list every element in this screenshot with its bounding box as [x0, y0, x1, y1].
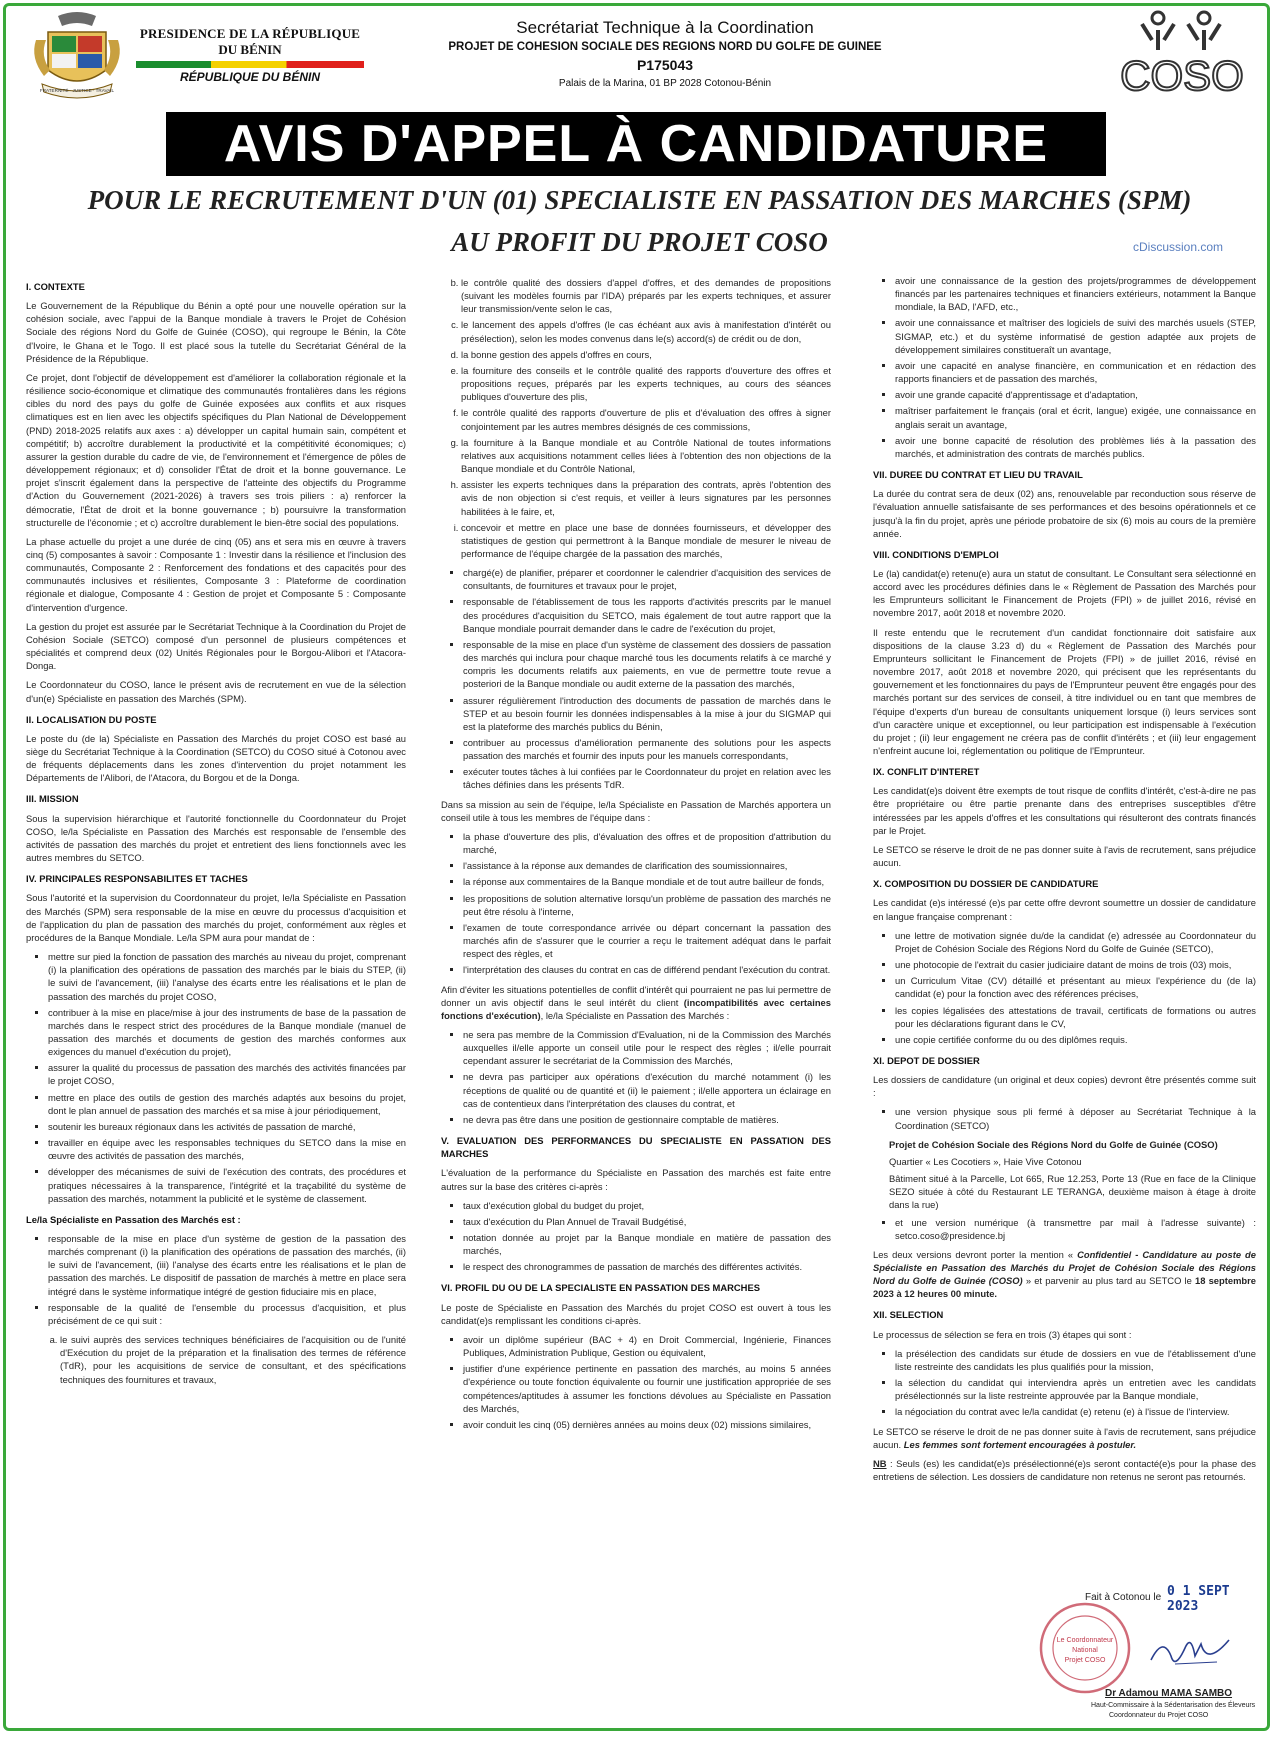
list-item: ▪ l'examen de toute correspondance arrivée ou départ concernant la passation des marchés afin de s'assurer que le courrier a reçu le traitement adéquat dans le parfait respect des règles, et — [463, 921, 831, 960]
bullet-list — [441, 566, 831, 792]
paragraph: Le (la) candidat(e) retenu(e) aura un statut de consultant. Le Consultant sera sélectionné en accord avec les procédures définies dans le « Règlement de Passation des Marchés pour les Emprunteurs sollicitant le Financement de Projets (FPI) » de juillet 2016, révisé en novembre 2017, août 2018 et novembre 2020. — [873, 567, 1256, 619]
section-heading-responsabilites: IV. PRINCIPALES RESPONSABILITES ET TACHES — [26, 873, 248, 885]
column-1 — [26, 272, 406, 1392]
bullet-list — [873, 274, 1256, 460]
logo-text: COSO — [1120, 52, 1244, 98]
paragraph: Les candidat(e)s doivent être exempts de tout risque de conflits d'intérêt, c'est-à-dire ne pas être propriétaire ou être partie prenante dans des entreprises susceptibles d'être intéressées par les appels d'offres et les consultations qui résulteront des contrats financés par le Projet. — [873, 785, 1256, 836]
list-item: ▪ responsable de la qualité de l'ensemble du processus d'acquisition, et plus précisément de ce qui suit : — [48, 1301, 406, 1327]
main-banner-title: AVIS D'APPEL À CANDIDATURE — [166, 112, 1106, 176]
paragraph: La durée du contrat sera de deux (02) ans, renouvelable par reconduction sous réserve de l'évaluation annuelle satisfaisante de ses performances et des besoins opérationnels et ce jusqu'à la fin du projet, après une période probatoire de six (6) mois au cours de la première année. — [873, 488, 1256, 539]
coso-logo-icon — [1112, 6, 1252, 98]
bullet-list — [26, 950, 406, 1205]
text-run: » et parvenir au plus tard au SETCO le — [1022, 1275, 1195, 1287]
list-item: ▪ mettre sur pied la fonction de passation des marchés au niveau du projet, comprenant (i) la planification des opérations de passation des marchés par le biais du STEP, (ii) le suivi de l'avancement, (iii) l'analyse des écarts entre les réalisations et le plan de passation des marchés du projet COSO, — [48, 950, 406, 1003]
paragraph: Le Coordonnateur du COSO, lance le présent avis de recrutement en vue de la sélection d'un(e) Spécialiste en passation des Marchés (SPM). — [26, 679, 406, 704]
signatory-role: Haut-Commissaire à la Sédentarisation des Éleveurs — [1091, 1702, 1256, 1709]
section-heading-conflit: IX. CONFLIT D'INTERET — [873, 766, 980, 778]
paragraph — [873, 1248, 1256, 1301]
paragraph: Sous la supervision hiérarchique et l'autorité fonctionnelle du Coordonnateur du Projet COSO, le/la Spécialiste en Passation des Marchés est responsable de l'ensemble des activités de passation des marchés du projet et entretient des liens fonctionnels avec les autres membres du SETCO. — [26, 812, 406, 864]
list-item: ▪ assurer régulièrement l'introduction des documents de passation de marchés dans le STEP et au besoin fournir les données indispensables à la mise à jour du SIGMAP qui est la plateforme des marchés publics du Bénin, — [463, 694, 831, 733]
bullet-list — [441, 1199, 831, 1274]
list-item: ▪ le respect des chronogrammes de passation de marchés des différentes activités. — [463, 1260, 831, 1273]
list-item: ▪ assurer la qualité du processus de passation des marchés des activités financées par le projet COSO, — [48, 1061, 406, 1087]
column-2 — [441, 276, 831, 1437]
paragraph: Ce projet, dont l'objectif de développement est d'améliorer la collaboration régionale et la résilience socio-économique et climatique des communautés frontalières dans les régions cibles du nord des pays du golfe de Guinée exposées aux conflits et aux risques climatiques est en lien avec les objectifs spécifiques du Plan National de Développement (PND) 2018-2025 relatifs aux axes : a) développer un capital humain sain, compétent et compétitif; b) accroître durablement la productivité et la compétitivité économiques; c) assurer la gestion durable du cadre de vie, de l'environnement et l'émergence de pôles de développement régionaux; et d) consolider l'État de droit et la bonne gouvernance. Le projet s'inscrit également dans la perspective de l'atteinte des objectifs du Programme d'Action du Gouvernement (2021-2026) à travers ses trois piliers : a) renforcer la démocratie, l'État de droit et la bonne gouvernance ; b) poursuivre la transformation structurelle de l'économie ; et c) accroître durablement le bien-être social des populations. — [26, 371, 406, 528]
paragraph: Le poste du (de la) Spécialiste en Passation des Marchés du projet COSO est basé au siège du Secrétariat Technique à la Coordination (SETCO) du COSO situé à Cotonou avec de fréquents déplacements dans les zones d'intervention du projet notamment les Départements de l'Alibori, de l'Atacora, du Borgou et de la Donga. — [26, 732, 406, 784]
list-item: ▪ taux d'exécution du Plan Annuel de Travail Budgétisé, — [463, 1215, 831, 1228]
text-run: , le/la Spécialiste en Passation des Marchés : — [540, 1009, 730, 1021]
section-heading-profil: VI. PROFIL DU OU DE LA SPECIALISTE EN PASSATION DES MARCHES — [441, 1282, 760, 1294]
paragraph: Le poste de Spécialiste en Passation des Marchés du projet COSO est ouvert à tous les candidat(e)s remplissant les conditions ci-après. — [441, 1301, 831, 1326]
text-run: Les deux versions devront porter la mention « — [873, 1248, 1078, 1260]
bullet-list — [441, 830, 831, 977]
list-item: ▪ soutenir les bureaux régionaux dans les activités de passation de marché, — [48, 1120, 406, 1133]
list-item: ▪ ne devra pas participer aux opérations d'exécution du marché notamment (i) les réceptions de qualité ou de quantité et (ii) le paiement ; il/elle apportera un éclairage en cas de contentieux dans l'interprétation des clauses du contrat, et — [463, 1070, 831, 1109]
list-item: ▪ une version physique sous pli fermé à déposer au Secrétariat Technique à la Coordination (SETCO) — [895, 1105, 1256, 1131]
paragraph: Il reste entendu que le recrutement d'un candidat fonctionnaire doit satisfaire aux dispositions de la clause 3.23 d) du « Règlement de Passation des Marchés pour Emprunteurs sollicitant le Financement de Projets (FPI) » de juillet 2016, révisé en novembre 2017, août 2018 et novembre 2020, qui précisent que les représentants du gouvernement et les fonctionnaires du pays de l'Emprunteur peuvent être engagés pour des marchés portant sur des services de conseil, à titre individuel ou en tant que membres de l'équipe d'experts d'un bureau de consultants uniquement lorsque (i) leurs services sont d'un caractère unique et exceptionnel, ou leur participation est indispensable à l'exécution du projet ; (ii) leur engagement ne créera pas de conflit d'intérêts ; et (iii) leur engagement n'enfreint aucune loi, réglementation ou politique de l'Emprunteur. — [873, 626, 1256, 756]
list-item: ▪ une photocopie de l'extrait du casier judiciaire datant de moins de trois (03) mois, — [895, 958, 1256, 971]
paragraph: Le processus de sélection se fera en trois (3) étapes qui sont : — [873, 1328, 1132, 1340]
list-item: ▪ avoir une bonne capacité de résolution des problèmes liés à la passation des marchés, et administration des contrats de marchés publics. — [895, 434, 1256, 460]
list-item: ▪ travailler en équipe avec les responsables techniques du SETCO dans la mise en œuvre des activités de passation des marchés, — [48, 1136, 406, 1162]
list-item: ▪ ne sera pas membre de la Commission d'Evaluation, ni de la Commission des Marchés auxquelles il/elle apporte un conseil utile pour le respect des règles ; il/elle pourrait cependant assurer le secrétariat de la Commission des Marchés, — [463, 1028, 831, 1067]
list-item: ▪ et une version numérique (à transmettre par mail à l'adresse suivante) : setco.coso@presidence.bj — [895, 1216, 1256, 1242]
handwritten-signature — [1145, 1626, 1235, 1676]
nb-label: NB — [873, 1457, 887, 1469]
list-item: ▪ les propositions de solution alternative lorsqu'un problème de passation des marchés ne peut être résolu à l'interne, — [463, 892, 831, 918]
list-item: b. le contrôle qualité des dossiers d'appel d'offres, et des demandes de propositions (suivant les modèles fournis par l'IDA) préparés par les experts techniques, et assurer leur transmission/vente selon le cas, — [461, 276, 831, 315]
bullet-list — [873, 1347, 1256, 1419]
list-item: ▪ contribuer au processus d'amélioration permanente des solutions pour les aspects passation des marchés et fournir des inputs pour les manuels correspondants, — [463, 736, 831, 762]
section-heading-conditions: VIII. CONDITIONS D'EMPLOI — [873, 548, 999, 560]
bullet-list — [441, 1028, 831, 1126]
signatory-role: Coordonnateur du Projet COSO — [1109, 1712, 1209, 1719]
section-heading-mission: III. MISSION — [26, 793, 79, 805]
paragraph: Dans sa mission au sein de l'équipe, le/la Spécialiste en Passation de Marchés apportera un conseil utile à tous les membres de l'équipe dans : — [441, 798, 831, 823]
coat-motto: FRATERNITÉ · JUSTICE · TRAVAIL — [39, 88, 115, 93]
list-item: ▪ avoir une connaissance et maîtriser des logiciels de suivi des marchés usuels (STEP, SIGMAP, etc.) et du système informatisé de gestion adaptée aux projets de développement similaires constitueraît un avantage, — [895, 316, 1256, 355]
list-item: ▪ ne devra pas être dans une position de gestionnaire comptable de matières. — [463, 1113, 831, 1126]
list-item: ▪ un Curriculum Vitae (CV) détaillé et présentant au mieux l'expérience du (de la) candidat (e) pour la fonction avec des références précises, — [895, 974, 1256, 1000]
text-run-bold: Les femmes sont fortement encouragées à postuler. — [903, 1438, 1137, 1450]
signature-date: 0 1 SEPT 2023 — [1167, 1584, 1230, 1614]
section-heading-selection: XII. SELECTION — [873, 1309, 944, 1321]
header — [0, 0, 1279, 112]
coat-of-arms-icon — [28, 10, 126, 102]
bullet-list — [873, 1216, 1256, 1242]
list-item: ▪ taux d'exécution global du budget du projet, — [463, 1199, 831, 1212]
list-item: ▪ une lettre de motivation signée du/de la candidat (e) adressée au Coordonnateur du Projet de Cohésion Sociale des Régions Nord du Golfe de Guinée (SETCO), — [895, 929, 1256, 955]
stamp-line3: Projet COSO — [1064, 1657, 1106, 1664]
deadline-date: 18 septembre 2023 à 12 heures 00 minute. — [873, 1275, 1257, 1300]
section-heading-composition: X. COMPOSITION DU DOSSIER DE CANDIDATURE — [873, 878, 1099, 890]
list-item: ▪ la présélection des candidats sur étude de dossiers en vue de l'établissement d'une liste restreinte des candidats les plus qualifiés pour la mission, — [895, 1347, 1256, 1373]
stamp-line2: National — [1072, 1647, 1098, 1654]
flag-bar — [136, 61, 364, 68]
paragraph — [873, 1425, 1256, 1451]
presidence-line2: DU BÉNIN — [218, 42, 282, 57]
paragraph: Le SETCO se réserve le droit de ne pas donner suite à l'avis de recrutement, sans préjudice aucun. — [873, 843, 1256, 869]
address-line: Bâtiment situé à la Parcelle, Lot 665, Rue 12.253, Porte 13 (Rue en face de la Clinique SEZO située à côté du Restaurant LE TERANGA, deuxième maison à étage à droite dans la rue) — [889, 1173, 1256, 1211]
subtitle-line1: POUR LE RECRUTEMENT D'UN (01) SPECIALISTE EN PASSATION DES MARCHES (SPM) — [87, 185, 1192, 215]
nb-paragraph — [873, 1457, 1256, 1483]
presidence-block — [136, 26, 364, 84]
watermark: cDiscussion.com — [1133, 240, 1224, 254]
project-header — [405, 18, 925, 89]
list-item: ▪ développer des mécanismes de suivi de l'exécution des contrats, des procédures et pratiques nécessaires à la transparence, l'intégrité et la traçabilité du système de passation des marchés, notamment la publicité et le système de classement. — [48, 1165, 406, 1204]
bullet-list — [26, 1232, 406, 1327]
presidence-line1: PRESIDENCE DE LA RÉPUBLIQUE — [139, 26, 361, 41]
list-item: ▪ avoir une connaissance de la gestion des projets/programmes de développement financés par les partenaires techniques et financiers extérieurs, notamment la Banque mondiale, la BAD, l'AFD, etc., — [895, 274, 1256, 313]
signature-block — [1035, 1578, 1260, 1728]
bullet-list — [873, 929, 1256, 1046]
paragraph — [441, 983, 831, 1022]
section-heading-localisation: II. LOCALISATION DU POSTE — [26, 713, 157, 725]
list-item: ▪ avoir conduit les cinq (05) dernières années au moins deux (02) missions similaires, — [463, 1418, 831, 1431]
official-stamp-icon — [1037, 1600, 1133, 1696]
project-address: Palais de la Marina, 01 BP 2028 Cotonou-Bénin — [558, 78, 772, 89]
list-item: ▪ la sélection du candidat qui interviendra après un entretien avec les candidats présélectionnés sur la liste restreinte approuvée par la Banque mondiale, — [895, 1376, 1256, 1402]
section-heading-duree: VII. DUREE DU CONTRAT ET LIEU DU TRAVAIL — [873, 469, 1083, 481]
section-heading-contexte: I. CONTEXTE — [26, 281, 85, 292]
subsection-heading: Le/la Spécialiste en Passation des Marchés est : — [26, 1213, 241, 1225]
list-item: ▪ contribuer à la mise en place/mise à jour des instruments de base de la passation de marchés dans le respect strict des procédures de la Banque mondiale (manuel de passation des marchés et documents de gestion des marchés conformes aux exigences du manuel d'exécution du projet), — [48, 1006, 406, 1059]
list-item: ▪ avoir une grande capacité d'apprentissage et d'adaptation, — [895, 388, 1256, 401]
paragraph: Sous l'autorité et la supervision du Coordonnateur du projet, le/la Spécialiste en Passation des Marchés (SPM) sera responsable de la mise en œuvre du processus d'acquisition et de l'application du plan de passation des marchés du projet, conformément aux règles et procédures de la Banque Mondiale. Le/la SPM aura pour mandat de : — [26, 892, 406, 943]
list-item: ▪ exécuter toutes tâches à lui confiées par le Coordonnateur du projet en relation avec les tâches définies dans les présents TdR. — [463, 765, 831, 791]
bullet-list — [873, 1105, 1256, 1131]
list-item: i. concevoir et mettre en place une base de données fournisseurs, et développer des statistiques de gestion qui permettront à la Banque mondiale de mesurer le niveau de performance de l'équipe chargée de la passation des marchés, — [461, 521, 831, 560]
list-item: ▪ justifier d'une expérience pertinente en passation des marchés, au moins 5 années d'expérience ou toute fonction équivalente ou fournir une justification appropriée de ses compétences/aptitudes à assumer les fonctions dévolues au Spécialiste en Passation des Marchés, — [463, 1362, 831, 1415]
address-line: Projet de Cohésion Sociale des Régions Nord du Golfe de Guinée (COSO) — [889, 1138, 1218, 1150]
list-item: ▪ l'assistance à la réponse aux demandes de clarification des soumissionnaires, — [463, 859, 831, 872]
bullet-list — [441, 1333, 831, 1431]
list-item: a. le suivi auprès des services techniques bénéficiaires de l'acquisition ou de l'unité d'Exécution du projet de la préparation et la finalisation des termes de référence (TdR), pour les acquisitions de service de consultant, et des spécifications techniques des fournitures et travaux, — [60, 1333, 406, 1386]
list-item: c. le lancement des appels d'offres (le cas échéant aux avis à manifestation d'intérêt ou présélection), selon les modes convenus dans le(s) accord(s) de crédit ou de don, — [461, 318, 831, 344]
list-item: ▪ chargé(e) de planifier, préparer et coordonner le calendrier d'acquisition des services de consultants, de fournitures et travaux pour le projet, — [463, 566, 831, 592]
project-code: P175043 — [636, 57, 694, 73]
list-item: h. assister les experts techniques dans la préparation des contrats, après l'obtention des avis de non objection si c'est requis, et veiller à leurs signatures par les personnes habilitées à le faire, et, — [461, 478, 831, 517]
nb-text: : Seuls (es) les candidat(e)s présélectionné(e)s seront contacté(e)s pour la phase des entretiens de sélection. Les dossiers de candidature non retenus ne seront pas retournés. — [873, 1457, 1256, 1483]
list-item: ▪ maîtriser parfaitement le français (oral et écrit, langue) exigée, une connaissance en anglais serait un avantage, — [895, 404, 1256, 430]
list-item: ▪ la réponse aux commentaires de la Banque mondiale et de tout autre bailleur de fonds, — [463, 875, 831, 888]
list-item: ▪ avoir une capacité en analyse financière, en communication et en rédaction des rapports financiers et de passation des marchés, — [895, 359, 1256, 385]
list-item: f. le contrôle qualité des rapports d'ouverture de plis et d'évaluation des offres à signer conjointement par les autres membres désignés de ces commissions, — [461, 406, 831, 432]
list-item: ▪ la négociation du contrat avec le/la candidat (e) retenu (e) à l'issue de l'interview. — [895, 1405, 1256, 1418]
list-item: g. la fourniture à la Banque mondiale et au Contrôle National de toutes informations relatives aux acquisitions notamment celles liées à l'obtention des non objections de la Banque mondiale et du Contrôle National, — [461, 436, 831, 475]
list-item: ▪ notation donnée au projet par la Banque mondiale en matière de passation des marchés, — [463, 1231, 831, 1257]
alpha-list — [441, 276, 831, 560]
list-item: ▪ responsable de l'établissement de tous les rapports d'activités prescrits par le manuel des procédures d'acquisition du SETCO, mais également de tout autre rapport que la Banque mondiale pourrait demander dans le cadre de l'exécution du projet, — [463, 595, 831, 634]
list-item: ▪ mettre en place des outils de gestion des marchés adaptés aux besoins du projet, dont le plan annuel de passation des marchés et sa mise à jour périodiquement, — [48, 1091, 406, 1117]
paragraph: La gestion du projet est assurée par le Secrétariat Technique à la Coordination du Projet de Cohésion Sociale (SETCO) composé d'un personnel de plusieurs compétences et spécialités et comprend deux (02) Unités Régionales pour le Borgou-Alibori et l'Atacora-Donga. — [26, 620, 406, 672]
alpha-list — [26, 1333, 406, 1386]
signatory-name: Dr Adamou MAMA SAMBO — [1105, 1688, 1233, 1699]
subtitle-line2: AU PROFIT DU PROJET COSO — [451, 227, 828, 257]
list-item: d. la bonne gestion des appels d'offres en cours, — [461, 348, 831, 361]
paragraph: L'évaluation de la performance du Spécialiste en Passation des marchés est faite entre autres sur la base des critères ci-après : — [441, 1167, 831, 1192]
list-item: ▪ l'interprétation des clauses du contrat en cas de différend pendant l'exécution du contrat. — [463, 963, 831, 976]
paragraph: La phase actuelle du projet a une durée de cinq (05) ans et sera mis en œuvre à travers cinq (5) composantes à savoir : Composante 1 : Investir dans la résilience et l'inclusion des communautés, Composante 2 : Renforcement des fondations et des capacités pour des communautés inclusives et résilientes, Composante 3 : Plateforme de coordination régionale et dialogue, Composante 4 : Gestion de projet et Composante 5 : Composante d'intervention d'urgence. — [26, 535, 406, 613]
text-run: Afin d'éviter les situations potentielles de conflit d'intérêt qui pourraient ne pas lui permettre de donner un avis objectif dans le seul intérêt du client — [441, 983, 831, 1008]
list-item: ▪ avoir un diplôme supérieur (BAC + 4) en Droit Commercial, Ingénierie, Finances Publiques, Administration Publique, Gestion ou équivalent, — [463, 1333, 831, 1359]
column-3 — [873, 274, 1256, 1489]
text-run-bold: (incompatibilités avec certaines fonctions d'exécution) — [441, 996, 831, 1021]
text-run: Le SETCO se réserve le droit de ne pas donner suite à l'avis de recrutement, sans préjudice aucun. — [873, 1425, 1256, 1450]
paragraph: Les dossiers de candidature (un original et deux copies) devront être présentés comme suit : — [873, 1074, 1256, 1099]
address-line: Quartier « Les Cocotiers », Haie Vive Cotonou — [889, 1155, 1082, 1167]
list-item: ▪ une copie certifiée conforme du ou des diplômes requis. — [895, 1033, 1256, 1046]
list-item: e. la fourniture des conseils et le contrôle qualité des rapports d'ouverture des offres et propositions reçues, préparés par les experts techniques, au cours des séances publiques d'ouverture des plis, — [461, 364, 831, 403]
stamp-line1: Le Coordonnateur — [1056, 1637, 1114, 1644]
section-heading-depot: XI. DEPOT DE DOSSIER — [873, 1054, 980, 1066]
section-heading-evaluation: V. EVALUATION DES PERFORMANCES DU SPECIALISTE EN PASSATION DES MARCHES — [441, 1135, 831, 1160]
list-item: ▪ responsable de la mise en place d'un système de classement des dossiers de passation des marchés qui inclura pour chaque marché tous les documents relatifs à ce marché y compris les documents relatifs aux paiements, en vue de permettre toute revue a posteriori de la Banque mondiale ou audit externe de la passation des marchés, — [463, 638, 831, 691]
secretariat-title: Secrétariat Technique à la Coordination — [516, 18, 814, 37]
signature-place: Fait à Cotonou le — [1085, 1592, 1162, 1603]
project-name: PROJET DE COHESION SOCIALE DES REGIONS NORD DU GOLFE DE GUINEE — [448, 41, 882, 53]
text-run-bold: Confidentiel - Candidature au poste de Spécialiste en Passation des Marchés du Projet de Cohésion Sociale des Régions Nord du Golfe de Guinée (COSO) — [873, 1248, 1256, 1287]
paragraph: Le Gouvernement de la République du Bénin a opté pour une nouvelle opération sur la cohésion sociale, avec l'appui de la Banque mondiale à travers le Projet de Cohésion Sociale des régions Nord du Golfe de Guinée (COSO), qui regroupe le Bénin, la Côte d'Ivoire, le Ghana et le Togo. Il est placé sous la tutelle du Secrétariat Général de la Présidence de la République. — [26, 300, 406, 364]
list-item: ▪ les copies légalisées des attestations de travail, certificats de formations ou autres pour les déclarations figurant dans le CV, — [895, 1004, 1256, 1030]
list-item: ▪ la phase d'ouverture des plis, d'évaluation des offres et de proposition d'attribution du marché, — [463, 830, 831, 856]
list-item: ▪ responsable de la mise en place d'un système de gestion de la passation des marchés comprenant (i) la planification des opérations de passation des marchés, (ii) le suivi de l'avancement, (iii) l'analyse des écarts entre les réalisations et le plan de passation des marchés. Le dispositif de passation de marchés à mettre en place sera intégré dans le système informatique intégré de gestion fiduciaire mis en place, — [48, 1232, 406, 1298]
republique-label: RÉPUBLIQUE DU BÉNIN — [179, 70, 320, 84]
paragraph: Les candidat (e)s intéressé (e)s par cette offre devront soumettre un dossier de candidature en langue française comprenant : — [873, 897, 1256, 922]
